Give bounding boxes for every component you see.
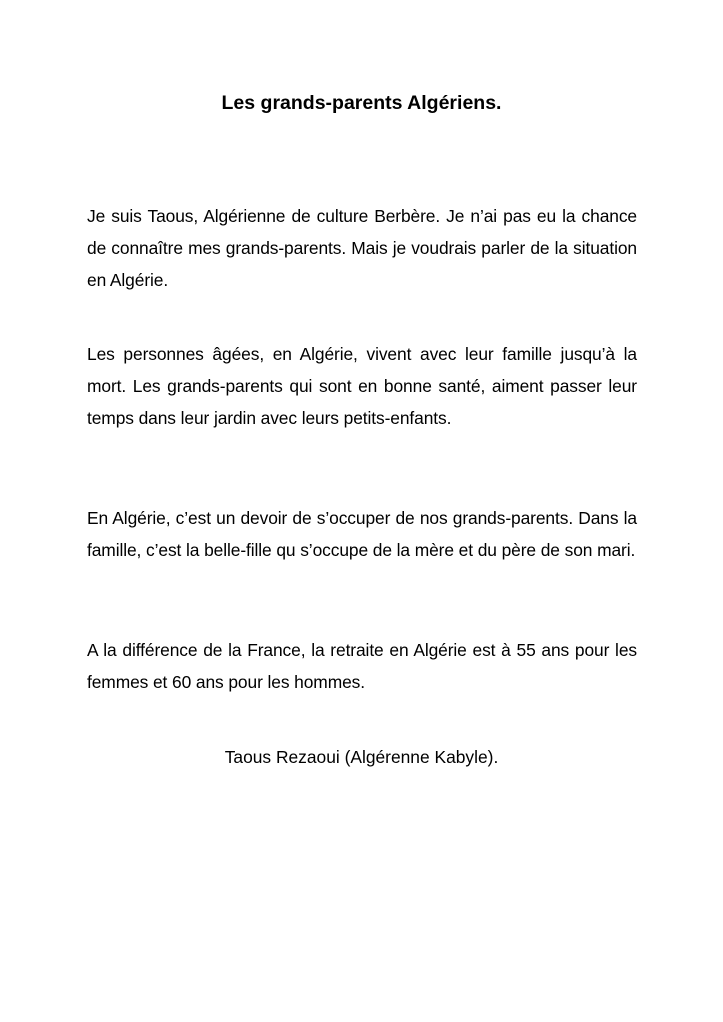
paragraph-elderly-family: Les personnes âgées, en Algérie, vivent avec leur famille jusqu’à la mort. Les grands-parents qui sont en bonne santé, aiment passer leur temps dans leur jardin avec leurs petits-enfants. — [87, 344, 637, 428]
paragraph-retirement: A la différence de la France, la retraite en Algérie est à 55 ans pour les femmes et 60 ans pour les hommes. — [87, 640, 637, 692]
paragraph-duty: En Algérie, c’est un devoir de s’occuper de nos grands-parents. Dans la famille, c’est la belle-fille qu s’occupe de la mère et du père de son mari. — [87, 508, 637, 560]
paragraph-introduction: Je suis Taous, Algérienne de culture Berbère. Je n’ai pas eu la chance de connaître mes grands-parents. Mais je voudrais parler de la situation en Algérie. — [87, 206, 637, 290]
document-title: Les grands-parents Algériens. — [221, 92, 502, 114]
author-signature: Taous Rezaoui (Algérenne Kabyle). — [224, 747, 499, 767]
